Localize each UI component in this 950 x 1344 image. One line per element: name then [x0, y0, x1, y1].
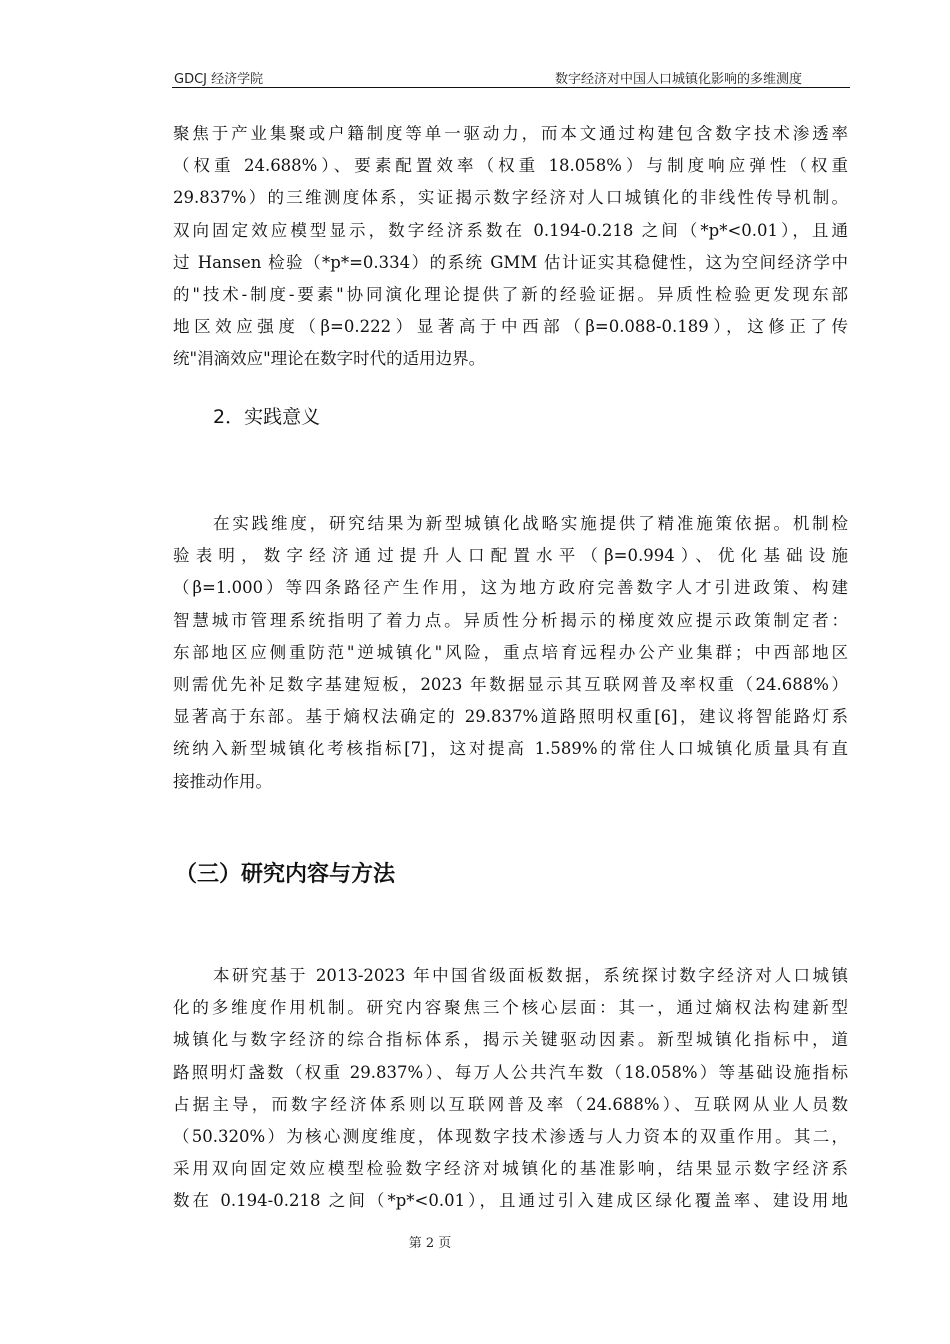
subsection-heading: 2．实践意义	[213, 406, 321, 428]
paragraph-line: 数在 0.194-0.218 之间（*p*<0.01），且通过引入建成区绿化覆盖率、建设用地	[173, 1191, 848, 1211]
paragraph-line: 路照明灯盏数（权重 29.837%）、每万人公共汽车数（18.058%）等基础设施指标	[173, 1062, 848, 1082]
paragraph-line: 本研究基于 2013-2023 年中国省级面板数据，系统探讨数字经济对人口城镇	[213, 966, 848, 985]
paragraph-line: 化的多维度作用机制。研究内容聚焦三个核心层面：其一，通过熵权法构建新型	[173, 998, 848, 1018]
paragraph-line: 统"涓滴效应"理论在数字时代的适用边界。	[173, 349, 486, 369]
paragraph-line: （β=1.000）等四条路径产生作用，这为地方政府完善数字人才引进政策、构建	[173, 578, 848, 598]
paragraph-line: 占据主导，而数字经济体系则以互联网普及率（24.688%）、互联网从业人员数	[173, 1094, 848, 1114]
paragraph-line: （权重 24.688%）、要素配置效率（权重 18.058%）与制度响应弹性（权重	[173, 156, 848, 176]
paragraph-practical-significance	[173, 508, 848, 798]
paragraph-line: 29.837%）的三维测度体系，实证揭示数字经济对人口城镇化的非线性传导机制。	[173, 188, 848, 208]
paragraph-line: 过 Hansen 检验（*p*=0.334）的系统 GMM 估计证实其稳健性，这为空间经济学中	[173, 252, 848, 272]
paragraph-line: 聚焦于产业集聚或户籍制度等单一驱动力，而本文通过构建包含数字技术渗透率	[173, 124, 848, 143]
section-heading: （三）研究内容与方法	[175, 862, 396, 887]
page-number: 第 2 页	[408, 1236, 452, 1251]
paragraph-line: 验表明，数字经济通过提升人口配置水平（β=0.994）、优化基础设施	[173, 546, 848, 566]
paragraph-line: 在实践维度，研究结果为新型城镇化战略实施提供了精准施策依据。机制检	[213, 514, 848, 533]
paragraph-line: 地区效应强度（β=0.222）显著高于中西部（β=0.088-0.189），这修正了传	[173, 317, 848, 337]
header-divider	[172, 87, 850, 88]
paragraph-line: 东部地区应侧重防范"逆城镇化"风险，重点培育远程办公产业集群；中西部地区	[173, 642, 848, 662]
paragraph-line: 接推动作用。	[173, 771, 272, 791]
page-header	[172, 66, 850, 86]
paragraph-research-content	[173, 960, 848, 1218]
paragraph-line: （50.320%）为核心测度维度，体现数字技术渗透与人力资本的双重作用。其二，	[173, 1126, 848, 1146]
paragraph-line: 统纳入新型城镇化考核指标[7]，这对提高 1.589%的常住人口城镇化质量具有直	[173, 739, 848, 759]
header-institution: GDCJ 经济学院	[174, 72, 264, 87]
paragraph-line: 显著高于东部。基于熵权法确定的 29.837%道路照明权重[6]，建议将智能路灯系	[173, 707, 848, 727]
paragraph-line: 城镇化与数字经济的综合指标体系，揭示关键驱动因素。新型城镇化指标中，道	[173, 1030, 848, 1050]
paragraph-line: 双向固定效应模型显示，数字经济系数在 0.194-0.218 之间（*p*<0.01），且通	[173, 220, 848, 240]
header-title: 数字经济对中国人口城镇化影响的多维测度	[554, 72, 802, 87]
paragraph-line: 的"技术-制度-要素"协同演化理论提供了新的经验证据。异质性检验更发现东部	[173, 284, 848, 304]
paragraph-line: 则需优先补足数字基建短板，2023 年数据显示其互联网普及率权重（24.688%）	[173, 674, 848, 694]
paragraph-line: 采用双向固定效应模型检验数字经济对城镇化的基准影响，结果显示数字经济系	[173, 1159, 848, 1179]
paragraph-theoretical-significance	[173, 118, 848, 376]
paragraph-line: 智慧城市管理系统指明了着力点。异质性分析揭示的梯度效应提示政策制定者：	[173, 610, 848, 630]
